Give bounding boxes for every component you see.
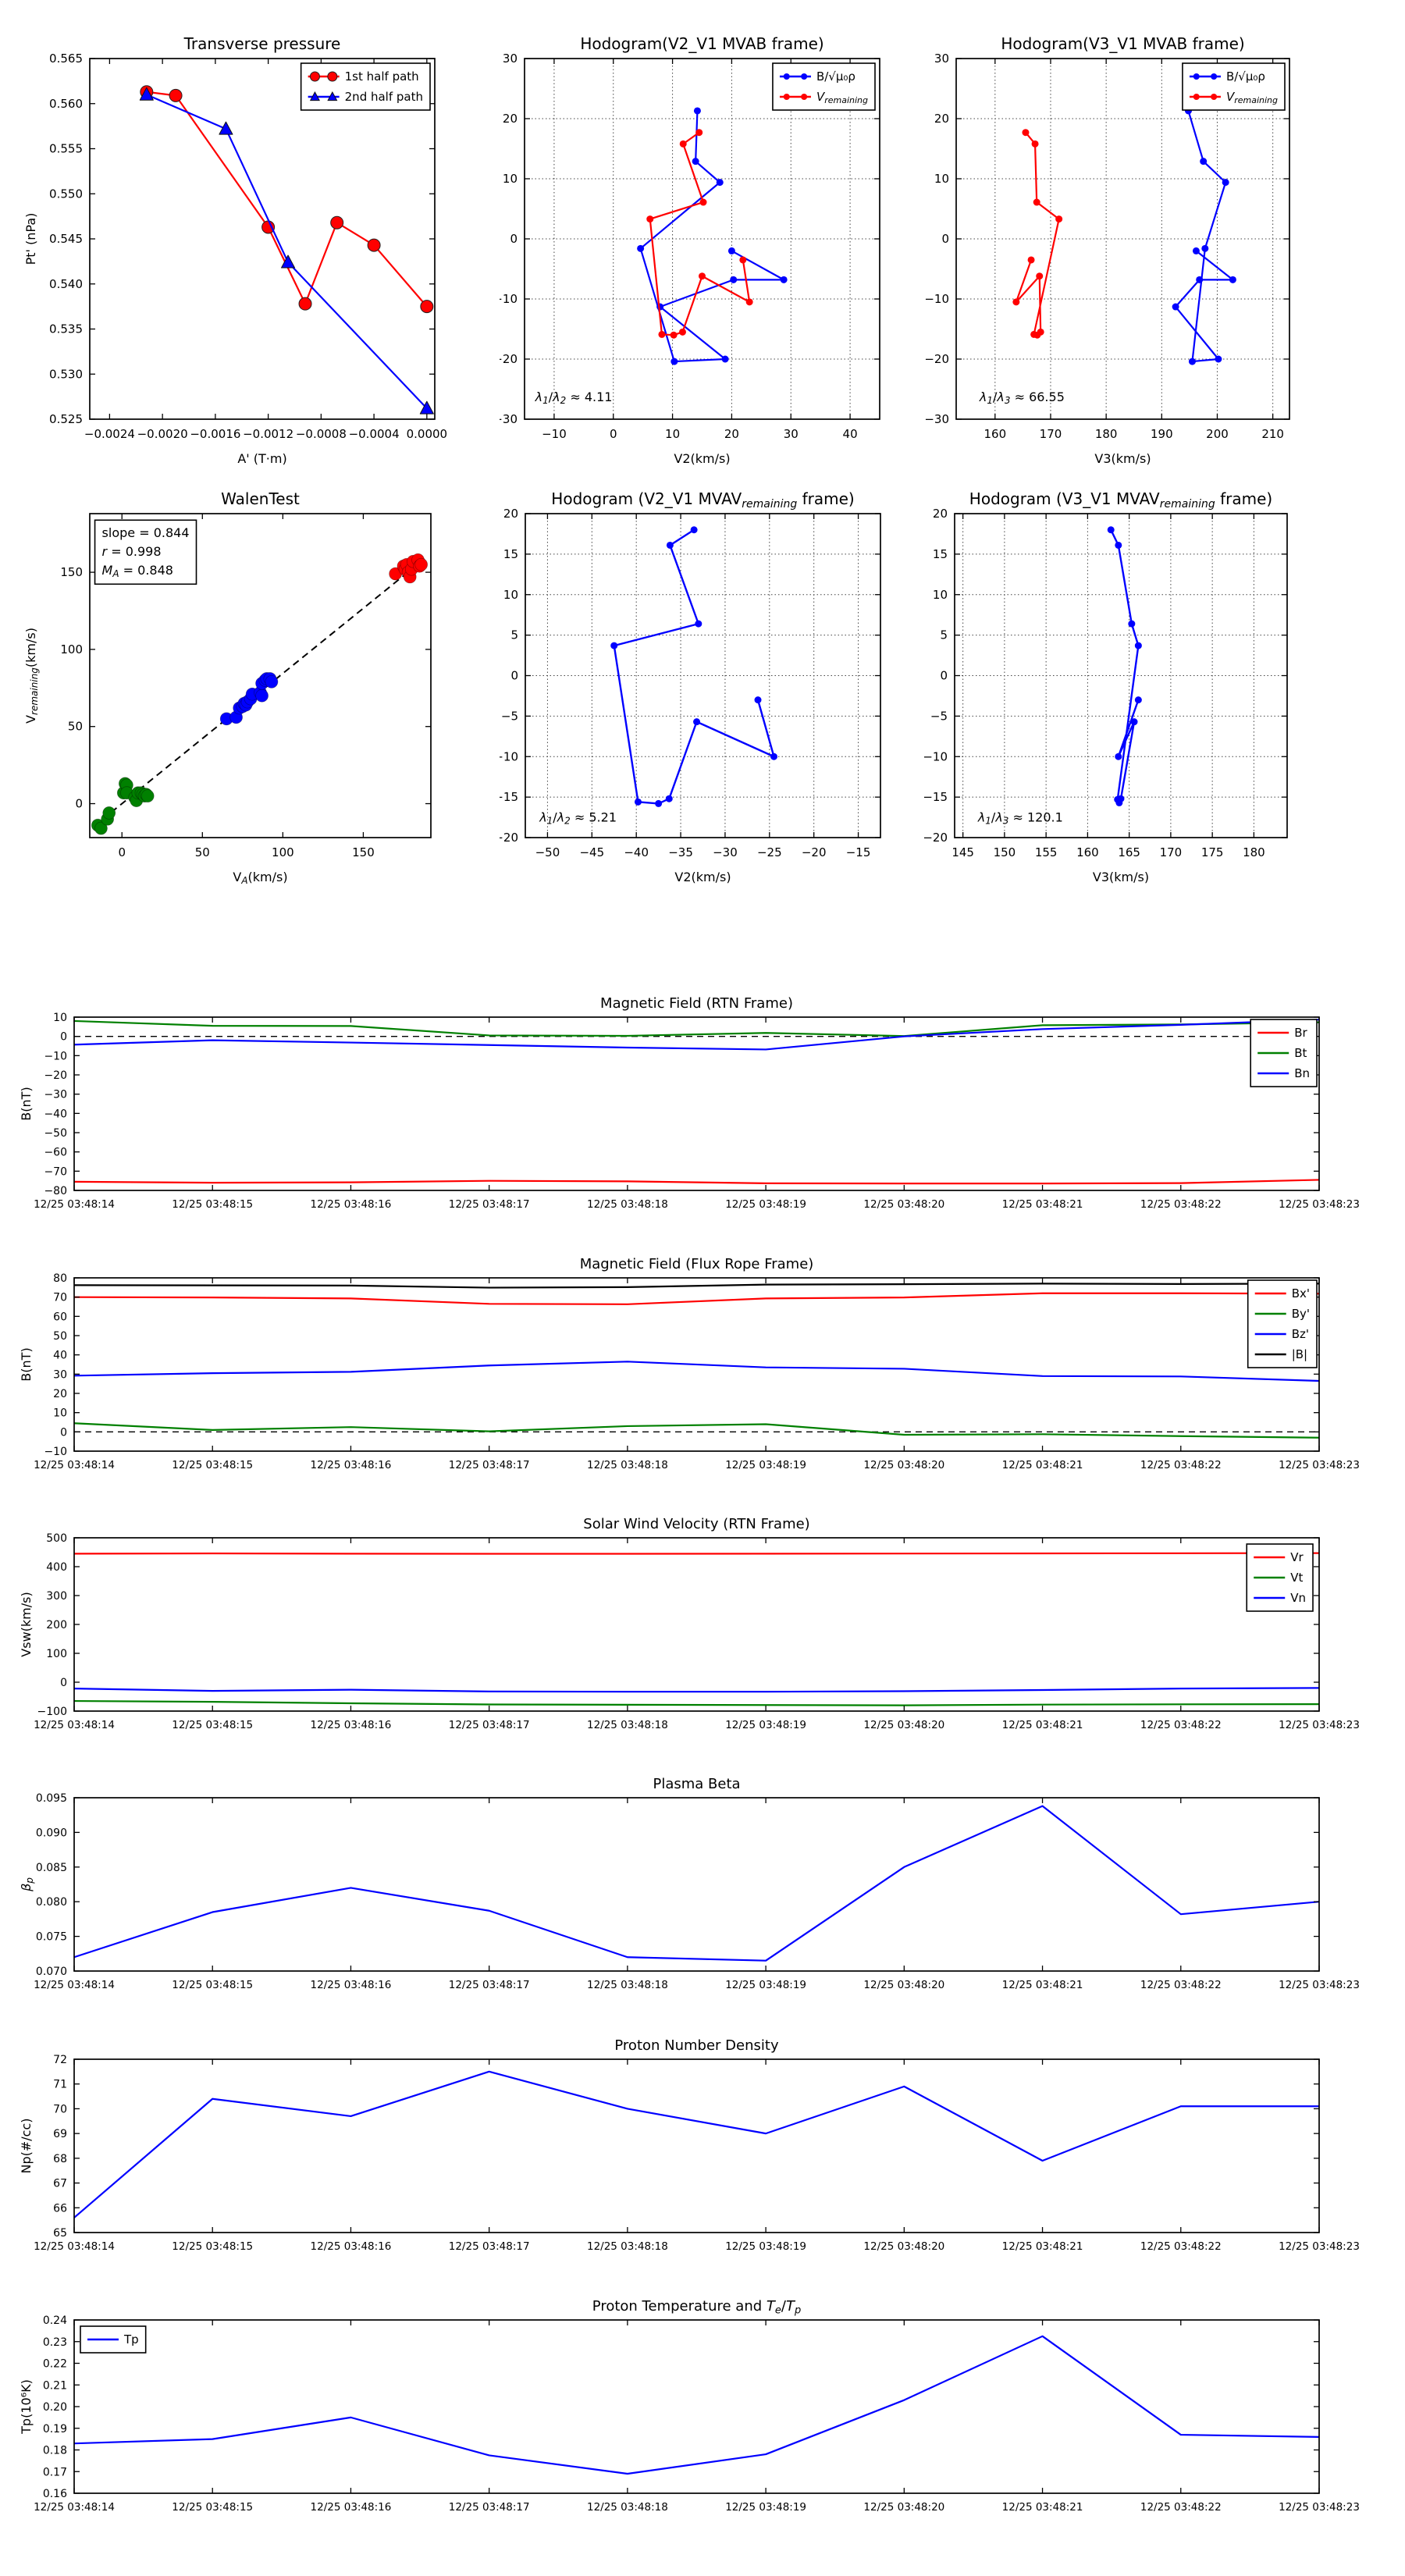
hodogram-v2v1-mvab-panel [500,8,905,486]
hodogram-v2v1-mvab-chart [500,8,905,486]
proton-temperature-chart [0,2272,1405,2576]
hodogram-v2v1-mvav-chart [500,486,905,885]
plasma-beta-panel [0,1751,1405,2008]
walen-test-chart [0,486,500,885]
walen-test-panel [0,486,500,885]
magnetic-field-rtn-chart [0,970,1405,1228]
solar-wind-velocity-chart [0,1491,1405,1749]
solar-wind-velocity-panel [0,1491,1405,1749]
transverse-pressure-chart [0,8,500,486]
hodogram-v3v1-mvab-chart [905,8,1405,486]
hodogram-v3v1-mvav-chart [905,486,1405,885]
proton-density-panel [0,2011,1405,2272]
transverse-pressure-panel [0,8,500,486]
proton-temperature-panel [0,2272,1405,2576]
magnetic-field-flux-rope-panel [0,1231,1405,1489]
magnetic-field-flux-rope-chart [0,1231,1405,1489]
magnetic-field-rtn-panel [0,970,1405,1228]
hodogram-v3v1-mvab-panel [905,8,1405,486]
hodogram-v2v1-mvav-panel [500,486,905,885]
proton-density-chart [0,2011,1405,2272]
hodogram-v3v1-mvav-panel [905,486,1405,885]
plasma-beta-chart [0,1751,1405,2008]
